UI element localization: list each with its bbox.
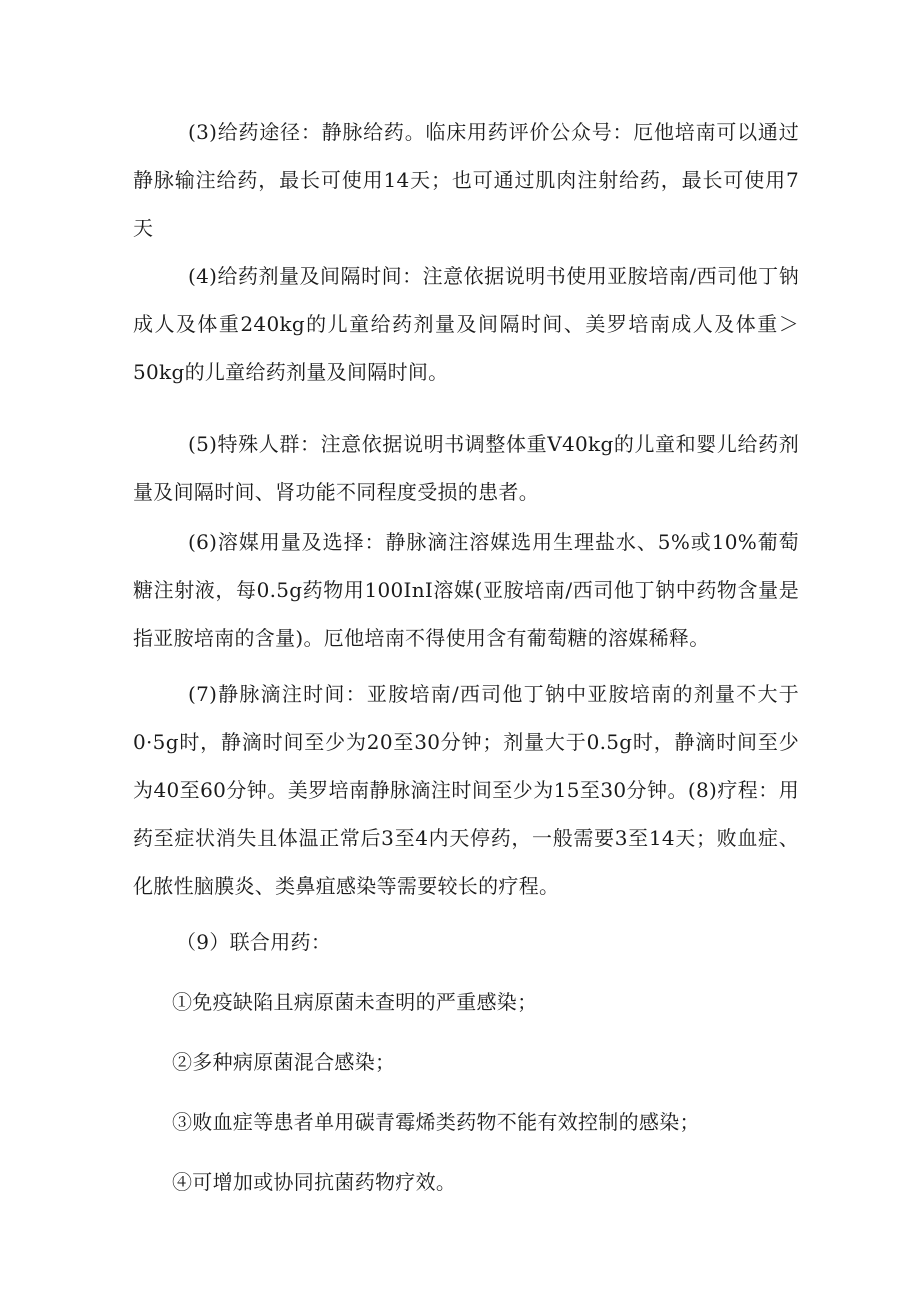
paragraph-solvent: (6)溶媒用量及选择：静脉滴注溶媒选用生理盐水、5%或10%葡萄糖注射液，每0.5g药物用100InI溶媒(亚胺培南/西司他丁钠中药物含量是指亚胺培南的含量)。厄他培南不得使用含有葡萄糖的溶媒稀释。: [133, 530, 799, 650]
list-item: ③败血症等患者单用碳青霉烯类药物不能有效控制的感染；: [172, 1110, 700, 1134]
paragraph-infusion-time: (7)静脉滴注时间：亚胺培南/西司他丁钠中亚胺培南的剂量不大于0·5g时，静滴时间至少为20至30分钟；剂量大于0.5g时，静滴时间至少为40至60分钟。美罗培南静脉滴注时间至少为15至30分钟。(8)疗程：用药至症状消失且体温正常后3至4内天停药，一般需要3至14天；败血症、化脓性脑膜炎、类鼻疽感染等需要较长的疗程。: [133, 682, 799, 898]
paragraph-dosage-interval: (4)给药剂量及间隔时间：注意依据说明书使用亚胺培南/西司他丁钠成人及体重240kg的儿童给药剂量及间隔时间、美罗培南成人及体重＞50kg的儿童给药剂量及间隔时间。: [133, 264, 799, 384]
paragraph-special-populations: (5)特殊人群：注意依据说明书调整体重V40kg的儿童和婴儿给药剂量及间隔时间、肾功能不同程度受损的患者。: [133, 432, 799, 504]
list-item: ①免疫缺陷且病原菌未查明的严重感染；: [172, 990, 538, 1014]
paragraph-administration-route: (3)给药途径：静脉给药。临床用药评价公众号：厄他培南可以通过静脉输注给药，最长可使用14天；也可通过肌肉注射给药，最长可使用7天: [133, 120, 799, 240]
section-9-heading: （9）联合用药：: [176, 930, 332, 954]
list-item: ②多种病原菌混合感染；: [172, 1050, 396, 1074]
list-item: ④可增加或协同抗菌药物疗效。: [172, 1170, 457, 1194]
